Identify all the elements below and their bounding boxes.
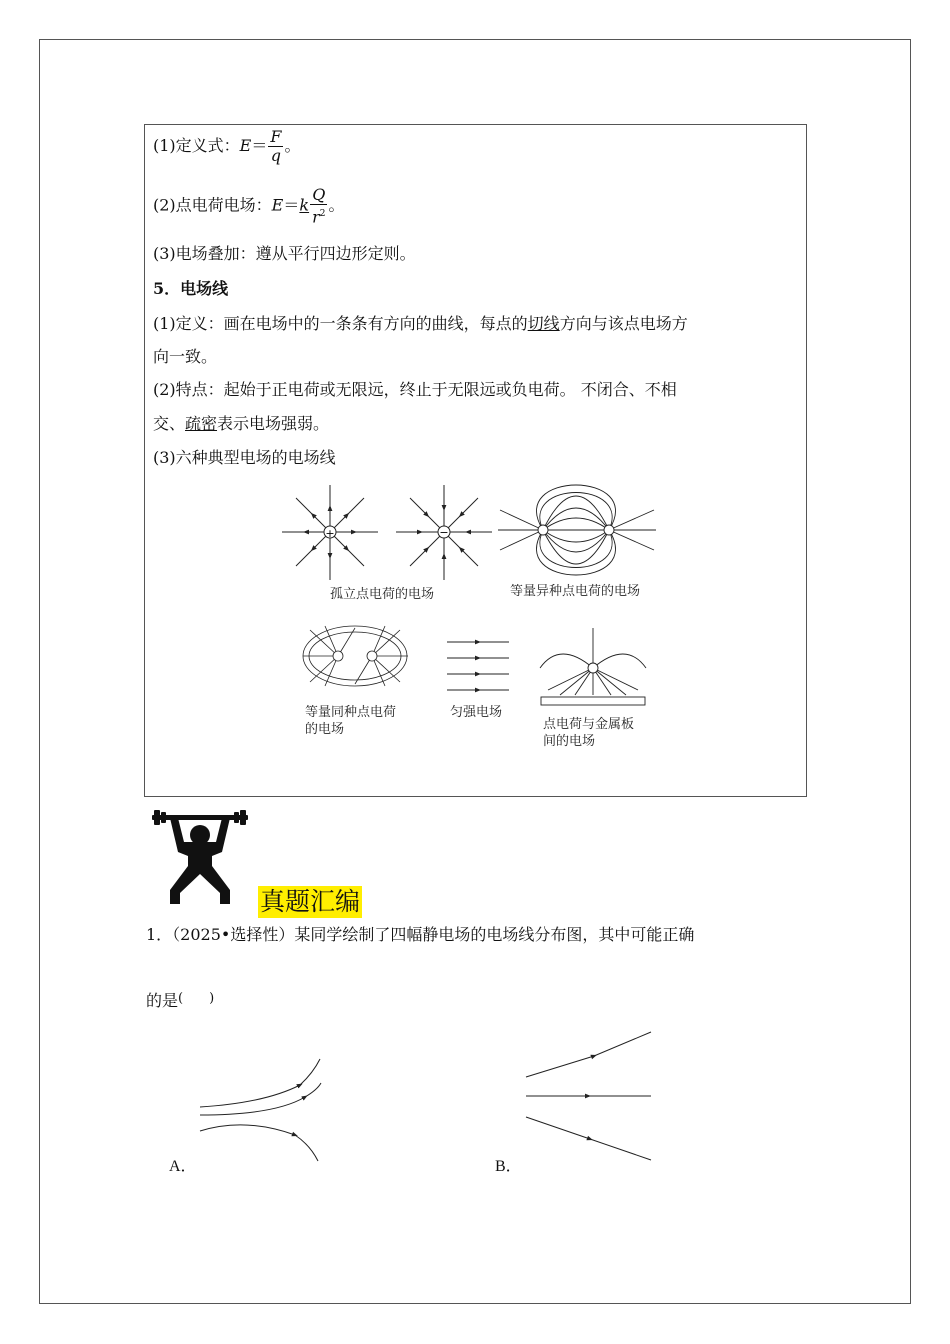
option-a-figure xyxy=(195,1055,330,1165)
negative-charge-symbol: − xyxy=(439,526,449,539)
caption-charge-plate-2: 间的电场 xyxy=(543,734,596,749)
exponent: 2 xyxy=(319,209,326,219)
six-types-heading: (3)六种典型电场的电场线 xyxy=(153,448,336,467)
question-text-end: 的是 xyxy=(146,991,179,1010)
features-text-end: 表示电场强弱。 xyxy=(217,414,330,433)
features-text: 交、 xyxy=(153,414,186,433)
option-b-label: B． xyxy=(495,1158,522,1175)
definition-text-end: 方向与该点电场方 xyxy=(559,314,688,333)
caption-like-charges-1: 等量同种点电荷 xyxy=(305,705,397,720)
option-a-label: A． xyxy=(169,1158,197,1175)
positive-charge-symbol: + xyxy=(325,527,335,540)
features-line-1: (2)特点：起始于正电荷或无限远，终止于无限远或负电荷。 不闭合、不相 xyxy=(153,380,677,399)
coulomb-constant: k xyxy=(299,195,310,215)
period: 。 xyxy=(328,195,345,215)
unlike-charges-diagram xyxy=(498,485,656,575)
definition-text: (1)定义：画在电场中的一条条有方向的曲线，每点的 xyxy=(153,314,528,333)
answer-parentheses: ( ) xyxy=(178,991,215,1006)
period: 。 xyxy=(284,136,301,155)
fraction-denominator: q xyxy=(270,146,282,165)
tangent-term: 切线 xyxy=(527,314,560,333)
equals-sign: ＝ xyxy=(283,195,300,215)
equals-sign: ＝ xyxy=(251,136,268,155)
uniform-field-diagram xyxy=(447,642,509,690)
caption-isolated-charge: 孤立点电荷的电场 xyxy=(330,587,435,602)
definition-formula-label: (1)定义式： xyxy=(153,136,240,155)
weightlifter-icon xyxy=(150,808,255,908)
caption-uniform-field: 匀强电场 xyxy=(450,705,503,720)
option-b-figure xyxy=(520,1025,660,1170)
caption-like-charges-2: 的电场 xyxy=(305,722,345,737)
question-line-2 xyxy=(146,989,214,1011)
fraction-numerator: Q xyxy=(312,185,326,204)
point-charge-label: (2)点电荷电场： xyxy=(153,195,272,215)
formula-lhs: E xyxy=(271,195,284,215)
formula-lhs: E xyxy=(239,136,252,155)
question-line-1: 1．（2025•选择性）某同学绘制了四幅静电场的电场线分布图，其中可能正确 xyxy=(146,925,695,944)
definition-line-2: 向一致。 xyxy=(153,347,218,366)
section-banner: 真题汇编 xyxy=(260,887,361,916)
fraction-numerator: F xyxy=(270,127,282,146)
radius-symbol: r xyxy=(312,207,320,227)
charge-plate-diagram xyxy=(540,628,646,705)
density-term: 疏密 xyxy=(185,414,218,433)
section-title: 5．电场线 xyxy=(153,279,229,298)
caption-unlike-charges: 等量异种点电荷的电场 xyxy=(510,584,641,599)
superposition-line: (3)电场叠加：遵从平行四边形定则。 xyxy=(153,244,416,263)
like-charges-diagram xyxy=(303,626,408,686)
caption-charge-plate-1: 点电荷与金属板 xyxy=(543,717,635,732)
